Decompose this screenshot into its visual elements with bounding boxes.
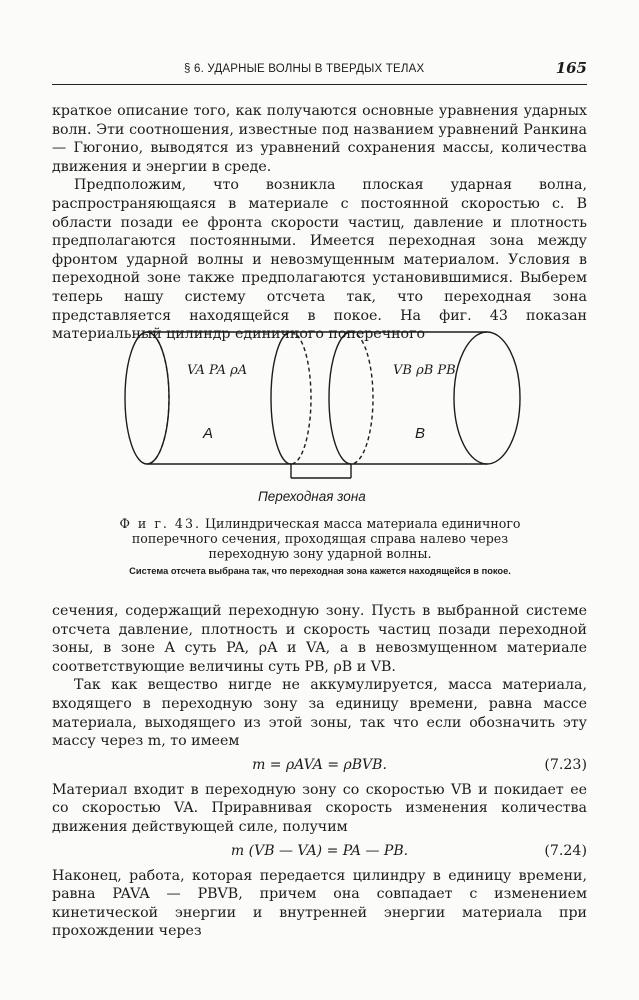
equation-7-23 (52, 756, 587, 777)
equation-body: m = ρAVA = ρBVB. (252, 756, 387, 773)
paragraph-4: Так как вещество нигде не аккумулируется, масса материала, входящего в переходную зону за единицу времени, равна массе материала, выходящего из этой зоны, так что если обозначить эту массу через m, то имеем (52, 677, 587, 750)
caption-text: Цилиндрическая масса материала единичного поперечного сечения, проходящая справа налево через переходную зону ударной волны. (131, 516, 521, 561)
transition-zone-label: Переходная зона (258, 489, 366, 504)
figure-caption (118, 516, 522, 561)
text-block-top (52, 102, 587, 344)
running-title: § 6. УДАРНЫЕ ВОЛНЫ В ТВЕРДЫХ ТЕЛАХ (184, 63, 425, 75)
paragraph-5: Материал входит в переходную зону со скоростью VB и покидает ее со скоростью VA. Приравнивая скорость изменения количества движения действующей силе, получим (52, 781, 587, 835)
boundary-b-back (351, 332, 373, 464)
boundary-b-front (329, 332, 351, 464)
zone-a-label: A (203, 425, 214, 442)
caption-label: Ф и г. 43. (119, 516, 201, 531)
running-header (52, 59, 587, 85)
zone-b-parameters: VB ρB PB (393, 363, 456, 378)
equation-number: (7.24) (544, 842, 587, 859)
cylinder-figure (115, 326, 535, 516)
equation-body: m (VB — VA) = PA — PB. (230, 842, 409, 859)
paragraph-2: Предположим, что возникла плоская ударная волна, распространяющаяся в материале с постоянной скоростью c. В области позади ее фронта скорости частиц, давление и плотность предполагаются постоянными. Имеется переходная зона между фронтом ударной волны и невозмущенным материалом. Условия в переходной зоне также предполагаются установившимися. Выберем теперь нашу систему отсчета так, что переходная зона представляется находящейся в покое. На фиг. 43 показан материальный цилиндр единичного поперечного (52, 177, 587, 343)
text-block-bottom (52, 602, 587, 941)
left-cap-hidden (147, 332, 169, 464)
equation-7-24 (52, 842, 587, 863)
paragraph-6: Наконец, работа, которая передается цилиндру в единицу времени, равна PAVA — PBVB, причем она совпадает с изменением кинетической энергии и внутренней энергии материала при прохождении через (52, 867, 587, 940)
cylinder-right-end (454, 332, 520, 464)
figure-note: Система отсчета выбрана так, что переходная зона кажется находящейся в покое. (129, 566, 511, 576)
zone-b-label: B (415, 425, 426, 442)
equation-number: (7.23) (544, 756, 587, 773)
page-number: 165 (555, 59, 587, 77)
zone-a-parameters: VA PA ρA (187, 363, 248, 378)
paragraph-1: краткое описание того, как получаются основные уравнения ударных волн. Эти соотношения, известные под названием уравнений Ранкина— Гюгонио, выводятся из уравнений сохранения массы, количества движения и энергии в среде. (52, 103, 587, 175)
boundary-a-back (291, 332, 311, 464)
boundary-a-front (271, 332, 291, 464)
paragraph-3: сечения, содержащий переходную зону. Пусть в выбранной системе отсчета давление, плотность и скорость частиц позади переходной зоны, в зоне A суть PA, ρA и VA, а в невозмущенном материале соответствующие величины суть PB, ρB и VB. (52, 603, 587, 675)
